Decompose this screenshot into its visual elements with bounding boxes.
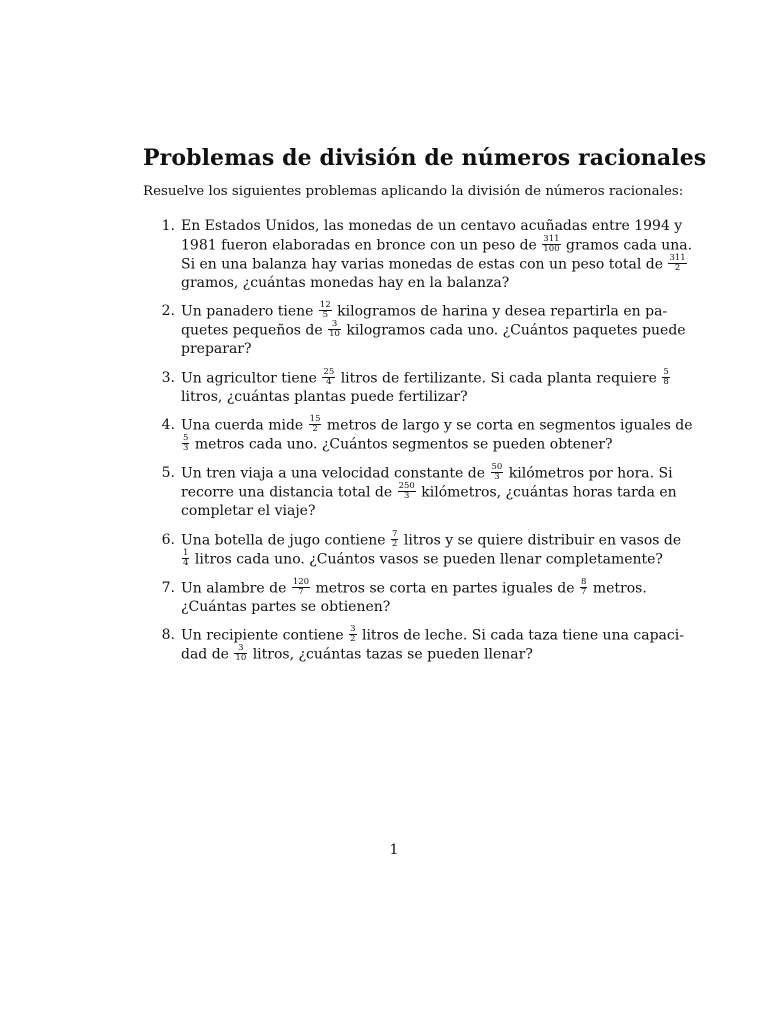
problem-line xyxy=(181,340,644,359)
problem-line xyxy=(181,233,693,255)
fraction xyxy=(349,625,356,644)
fraction-denominator: 7 xyxy=(580,586,587,597)
problem-number: 5. xyxy=(161,465,175,481)
problem-list xyxy=(0,217,768,674)
problem-text: gramos, ¿cuántas monedas hay en la balanza? xyxy=(181,274,510,291)
problem-line xyxy=(181,274,644,293)
problem-number: 8. xyxy=(161,627,175,643)
fraction-denominator: 4 xyxy=(326,376,332,387)
fraction-numerator: 311 xyxy=(543,233,560,244)
fraction xyxy=(309,415,322,434)
problem-line xyxy=(181,300,668,321)
problem-text: Si en una balanza hay varias monedas de estas con un peso total de xyxy=(181,256,668,272)
fraction xyxy=(398,482,416,501)
problem-line xyxy=(181,319,686,340)
fraction xyxy=(292,578,310,597)
fraction-numerator: 7 xyxy=(392,528,398,539)
problem-text: litros, ¿cuántas tazas se pueden llenar? xyxy=(248,646,533,663)
problem-text: litros y se quiere distribuir en vasos de xyxy=(399,532,682,548)
fraction-denominator: 10 xyxy=(329,329,340,339)
problem-item xyxy=(0,366,768,407)
fraction xyxy=(668,254,686,273)
page-title: Problemas de división de números racionales xyxy=(143,145,707,171)
problem-text: 1981 fueron elaboradas en bronce con un peso de xyxy=(181,237,542,253)
problem-text: quetes pequeños de xyxy=(181,322,328,339)
fraction xyxy=(391,530,398,549)
fraction-numerator: 5 xyxy=(663,366,669,377)
fraction xyxy=(234,644,247,663)
problem-item xyxy=(0,528,768,569)
problem-line xyxy=(181,388,644,407)
fraction-denominator: 3 xyxy=(494,472,500,482)
problem-text: metros de largo y se corta en segmentos iguales de xyxy=(322,417,693,434)
fraction-numerator: 1 xyxy=(183,547,189,558)
problem-text: dad de xyxy=(181,646,234,663)
fraction xyxy=(542,235,560,254)
fraction xyxy=(322,368,335,387)
fraction xyxy=(182,434,189,453)
problem-text: kilómetros, ¿cuántas horas tarda en xyxy=(416,484,677,501)
fraction-denominator: 5 xyxy=(322,310,329,320)
problem-text: litros cada uno. ¿Cuántos vasos se pueden llenar completamente? xyxy=(190,551,663,567)
fraction-denominator: 4 xyxy=(183,557,189,568)
fraction-denominator: 3 xyxy=(183,443,189,453)
fraction-denominator: 2 xyxy=(674,262,681,273)
fraction xyxy=(491,463,504,482)
fraction xyxy=(580,578,587,597)
problem-text: Un alambre de xyxy=(181,580,291,596)
problem-line xyxy=(181,414,693,435)
problem-item xyxy=(0,217,768,292)
problem-line xyxy=(181,217,683,236)
problem-text: kilogramos de harina y desea repartirla en pa- xyxy=(332,303,668,320)
problem-text: litros de leche. Si cada taza tiene una capaci- xyxy=(357,627,684,644)
fraction-numerator: 311 xyxy=(669,252,686,263)
problem-text: kilogramos cada uno. ¿Cuántos paquetes puede xyxy=(341,322,686,339)
fraction xyxy=(319,301,332,320)
problem-number: 3. xyxy=(161,369,175,386)
problem-text: Un panadero tiene xyxy=(181,303,318,320)
problem-text: Una botella de jugo contiene xyxy=(181,532,390,548)
problem-item xyxy=(0,576,768,617)
problem-line xyxy=(181,366,669,388)
problem-text: Un recipiente contiene xyxy=(181,627,349,644)
fraction-numerator: 250 xyxy=(398,481,415,491)
fraction xyxy=(662,368,669,387)
problem-number: 1. xyxy=(161,218,175,234)
problem-line xyxy=(181,624,684,645)
fraction-denominator: 2 xyxy=(350,634,356,644)
problem-text: completar el viaje? xyxy=(181,503,316,519)
problem-text: litros, ¿cuántas plantas puede fertilizar? xyxy=(181,388,468,405)
fraction-denominator: 7 xyxy=(298,586,304,597)
fraction-denominator: 100 xyxy=(543,243,560,254)
fraction-numerator: 15 xyxy=(309,414,321,424)
problem-number: 4. xyxy=(161,417,175,433)
fraction-numerator: 12 xyxy=(319,300,331,310)
problem-text: gramos cada una. xyxy=(561,237,693,253)
problem-line xyxy=(181,598,644,617)
problem-text: metros cada uno. ¿Cuántos segmentos se pueden obtener? xyxy=(190,436,613,453)
problem-text: metros se corta en partes iguales de xyxy=(311,580,579,596)
problem-text: litros de fertilizante. Si cada planta requiere xyxy=(336,370,662,386)
problem-item xyxy=(0,464,768,521)
fraction-denominator: 8 xyxy=(663,376,669,387)
problem-text: preparar? xyxy=(181,341,252,357)
problem-number: 7. xyxy=(161,579,175,596)
problem-item xyxy=(0,626,768,664)
page-number: 1 xyxy=(389,842,399,858)
fraction-denominator: 2 xyxy=(392,538,398,549)
problem-number: 6. xyxy=(161,531,175,548)
fraction-denominator: 3 xyxy=(403,491,410,501)
fraction-numerator: 3 xyxy=(328,320,341,330)
fraction-denominator: 10 xyxy=(235,653,247,663)
fraction-numerator: 3 xyxy=(234,644,247,654)
problem-line xyxy=(181,528,682,550)
problem-number: 2. xyxy=(161,303,175,319)
fraction-numerator: 120 xyxy=(292,576,310,587)
problem-text: Una cuerda mide xyxy=(181,417,308,434)
fraction-numerator: 8 xyxy=(580,576,587,587)
fraction-numerator: 3 xyxy=(350,624,356,634)
problem-text: Un tren viaja a una velocidad constante de xyxy=(181,465,490,482)
intro-text: Resuelve los siguientes problemas aplicando la división de números racionales: xyxy=(143,184,684,199)
problem-line xyxy=(181,502,644,521)
fraction xyxy=(182,549,189,568)
problem-text: Un agricultor tiene xyxy=(181,370,322,386)
problem-item xyxy=(0,416,768,454)
problem-line xyxy=(181,576,647,598)
fraction-numerator: 25 xyxy=(323,366,335,377)
problem-line xyxy=(181,435,644,454)
fraction-numerator: 50 xyxy=(491,462,503,472)
problem-item xyxy=(0,302,768,359)
problem-text: kilómetros por hora. Si xyxy=(504,465,673,482)
problem-line xyxy=(181,547,663,569)
problem-text: En Estados Unidos, las monedas de un centavo acuñadas entre 1994 y xyxy=(181,218,683,234)
problem-line xyxy=(181,481,677,502)
problem-line xyxy=(181,645,644,664)
problem-text: ¿Cuántas partes se obtienen? xyxy=(181,598,391,615)
problem-line xyxy=(181,252,686,274)
fraction-denominator: 2 xyxy=(312,424,318,434)
fraction xyxy=(328,320,341,339)
fraction-numerator: 5 xyxy=(183,433,189,443)
problem-text: recorre una distancia total de xyxy=(181,484,397,501)
problem-text: metros. xyxy=(588,580,647,596)
